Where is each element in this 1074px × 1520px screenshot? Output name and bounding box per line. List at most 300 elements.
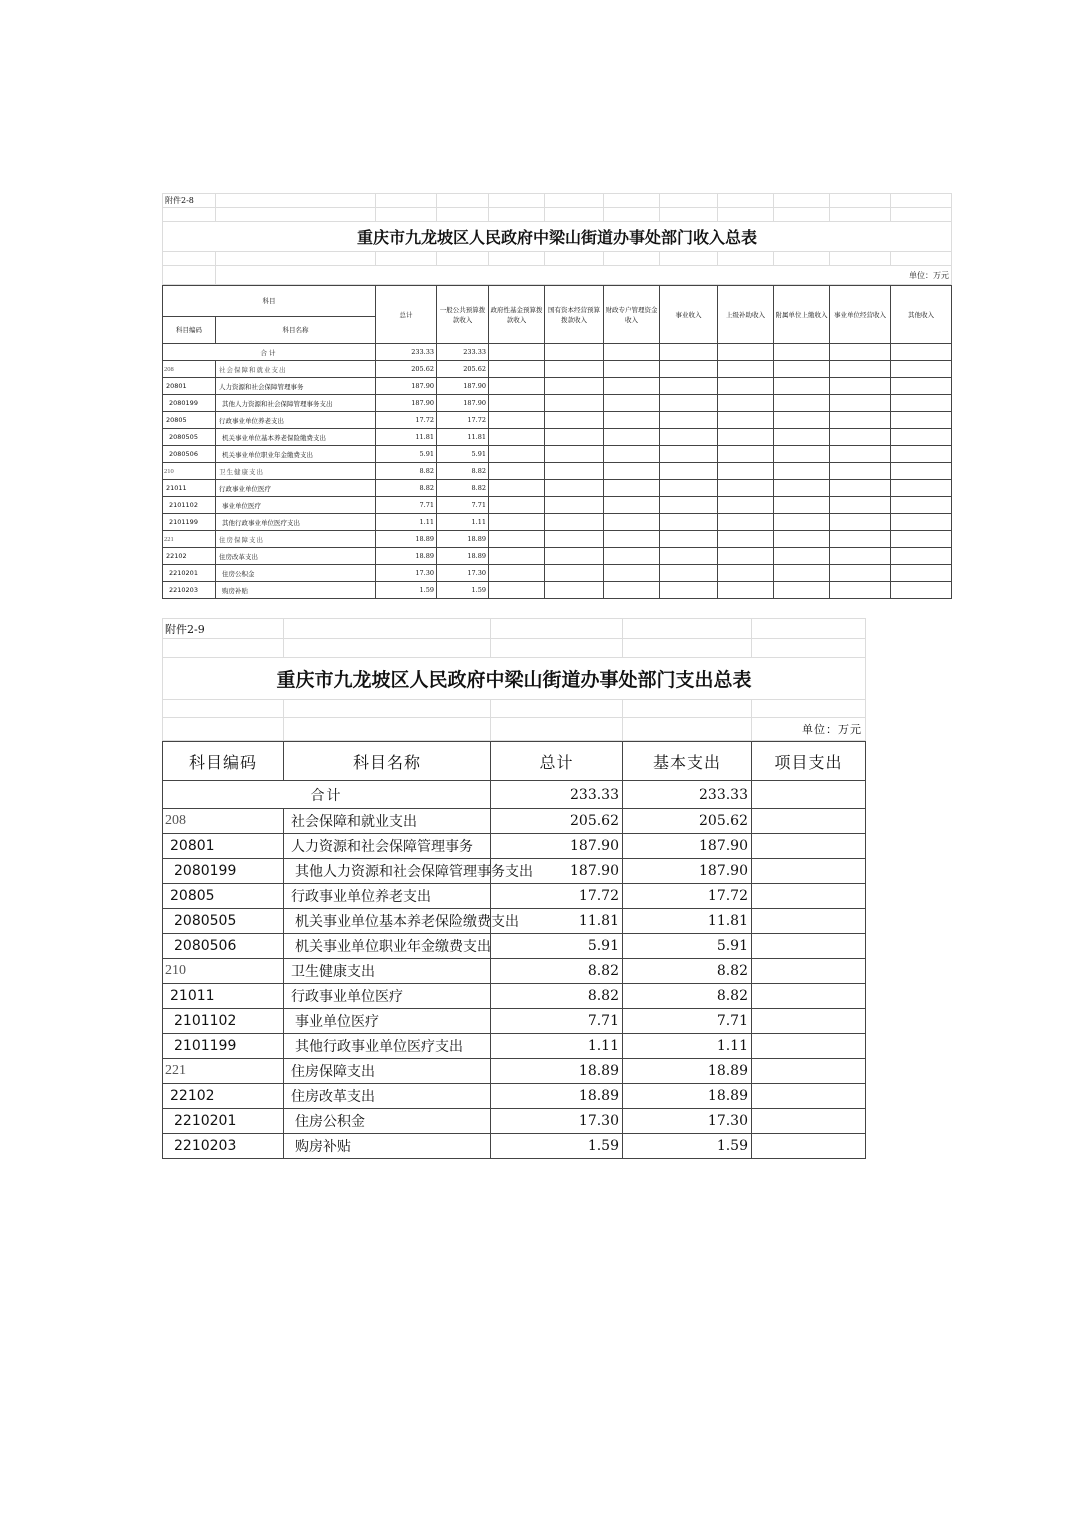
basic-cell: 233.33 [623, 781, 752, 809]
empty-cell [718, 412, 774, 429]
basic-cell: 7.71 [623, 1009, 752, 1034]
subject-code-cell: 2080506 [163, 934, 284, 959]
empty-cell [774, 497, 830, 514]
subject-code-cell: 2210203 [163, 1134, 284, 1159]
total-cell: 205.62 [376, 361, 437, 378]
subject-code-cell: 210 [163, 463, 216, 480]
empty-cell [774, 378, 830, 395]
table-row [163, 429, 952, 446]
subject-code-cell: 2101199 [163, 514, 216, 531]
empty-cell [891, 514, 952, 531]
total-cell: 17.30 [376, 565, 437, 582]
subject-name-cell: 人力资源和社会保障管理事务 [216, 378, 376, 395]
subject-name-cell: 机关事业单位基本养老保险缴费支出 [216, 429, 376, 446]
table-row [163, 395, 952, 412]
empty-cell [489, 446, 545, 463]
empty-cell [545, 429, 604, 446]
header-superior-subsidy: 上级补助收入 [718, 286, 774, 344]
empty-cell [604, 429, 660, 446]
empty-cell [545, 565, 604, 582]
project-cell [752, 1134, 866, 1159]
general-cell: 7.71 [437, 497, 489, 514]
basic-cell: 18.89 [623, 1059, 752, 1084]
table-row [163, 582, 952, 599]
unit-label: 单位：万元 [216, 266, 952, 285]
table-row [163, 1059, 866, 1084]
subject-name-cell: 购房补贴 [216, 582, 376, 599]
empty-cell [774, 480, 830, 497]
project-cell [752, 884, 866, 909]
general-cell: 17.72 [437, 412, 489, 429]
unit-label: 单位：万元 [752, 718, 866, 741]
empty-cell [545, 531, 604, 548]
table-row [163, 934, 866, 959]
header-basic: 基本支出 [623, 742, 752, 781]
total-cell: 1.59 [491, 1134, 623, 1159]
basic-cell: 205.62 [623, 809, 752, 834]
empty-cell [660, 429, 718, 446]
empty-cell [604, 514, 660, 531]
empty-cell [830, 582, 891, 599]
table-row [163, 909, 866, 934]
general-cell: 11.81 [437, 429, 489, 446]
subject-code-cell: 2080505 [163, 909, 284, 934]
subject-name-cell: 社会保障和就业支出 [284, 809, 491, 834]
empty-cell [604, 582, 660, 599]
empty-cell [489, 548, 545, 565]
basic-cell: 187.90 [623, 859, 752, 884]
subject-name-cell: 事业单位医疗 [284, 1009, 491, 1034]
empty-cell [774, 429, 830, 446]
empty-cell [604, 565, 660, 582]
total-cell: 5.91 [491, 934, 623, 959]
table-row [163, 565, 952, 582]
table-row [163, 1134, 866, 1159]
table-row [163, 361, 952, 378]
empty-cell [604, 412, 660, 429]
empty-cell [830, 565, 891, 582]
subject-name-cell: 其他行政事业单位医疗支出 [284, 1034, 491, 1059]
empty-cell [604, 548, 660, 565]
empty-cell [774, 463, 830, 480]
total-cell: 11.81 [491, 909, 623, 934]
empty-cell [774, 412, 830, 429]
header-total: 总计 [491, 742, 623, 781]
table-row [163, 497, 952, 514]
empty-cell [489, 565, 545, 582]
total-label: 合计 [163, 344, 376, 361]
empty-cell [545, 497, 604, 514]
subject-code-cell: 20805 [163, 412, 216, 429]
empty-cell [830, 446, 891, 463]
subject-name-cell: 机关事业单位职业年金缴费支出 [284, 934, 491, 959]
page-title: 重庆市九龙坡区人民政府中梁山街道办事处部门收入总表 [163, 222, 952, 252]
table-row [163, 1034, 866, 1059]
general-cell: 233.33 [437, 344, 489, 361]
empty-cell [830, 361, 891, 378]
empty-cell [891, 548, 952, 565]
project-cell [752, 934, 866, 959]
general-cell: 1.11 [437, 514, 489, 531]
subject-name-cell: 其他行政事业单位医疗支出 [216, 514, 376, 531]
subject-name-cell: 卫生健康支出 [284, 959, 491, 984]
header-gov-fund: 政府性基金预算拨款收入 [489, 286, 545, 344]
table-row [163, 378, 952, 395]
total-cell: 17.30 [491, 1109, 623, 1134]
table-row [163, 959, 866, 984]
empty-cell [774, 565, 830, 582]
empty-cell [891, 395, 952, 412]
subject-name-cell: 行政事业单位养老支出 [284, 884, 491, 909]
empty-cell [891, 378, 952, 395]
total-cell: 233.33 [491, 781, 623, 809]
empty-cell [489, 412, 545, 429]
general-cell: 18.89 [437, 548, 489, 565]
subject-name-cell: 机关事业单位基本养老保险缴费支出 [284, 909, 491, 934]
subject-name-cell: 住房保障支出 [216, 531, 376, 548]
subject-code-cell: 2080199 [163, 395, 216, 412]
general-cell: 18.89 [437, 531, 489, 548]
subject-code-cell: 208 [163, 809, 284, 834]
table-row [163, 480, 952, 497]
empty-cell [660, 548, 718, 565]
expense-table-header-area [162, 618, 866, 741]
project-cell [752, 909, 866, 934]
project-cell [752, 1059, 866, 1084]
empty-cell [660, 565, 718, 582]
table-row [163, 412, 952, 429]
subject-name-cell: 住房公积金 [216, 565, 376, 582]
total-cell: 8.82 [491, 959, 623, 984]
table-row-total [163, 781, 866, 809]
empty-cell [660, 412, 718, 429]
empty-cell [774, 531, 830, 548]
subject-code-cell: 2101199 [163, 1034, 284, 1059]
subject-name-cell: 行政事业单位医疗 [216, 480, 376, 497]
expense-data-table [162, 741, 866, 1159]
project-cell [752, 1084, 866, 1109]
empty-cell [718, 446, 774, 463]
project-cell [752, 1034, 866, 1059]
empty-cell [660, 395, 718, 412]
subject-name-cell: 人力资源和社会保障管理事务 [284, 834, 491, 859]
table-row [163, 859, 866, 884]
header-other: 其他收入 [891, 286, 952, 344]
page-title: 重庆市九龙坡区人民政府中梁山街道办事处部门支出总表 [163, 658, 866, 700]
income-data-table [162, 285, 952, 599]
empty-cell [774, 395, 830, 412]
empty-cell [489, 429, 545, 446]
table-row [163, 1009, 866, 1034]
total-cell: 17.72 [491, 884, 623, 909]
empty-cell [545, 395, 604, 412]
empty-cell [830, 497, 891, 514]
table-row [163, 1109, 866, 1134]
general-cell: 8.82 [437, 463, 489, 480]
table-row [163, 446, 952, 463]
total-label: 合计 [163, 781, 491, 809]
basic-cell: 17.72 [623, 884, 752, 909]
table-row [163, 834, 866, 859]
empty-cell [660, 582, 718, 599]
total-cell: 187.90 [376, 395, 437, 412]
general-cell: 1.59 [437, 582, 489, 599]
subject-name-cell: 行政事业单位医疗 [284, 984, 491, 1009]
project-cell [752, 1009, 866, 1034]
table-row [163, 463, 952, 480]
subject-code-cell: 2210203 [163, 582, 216, 599]
income-summary-table [162, 193, 951, 599]
subject-code-cell: 221 [163, 531, 216, 548]
header-code: 科目编码 [163, 317, 216, 344]
basic-cell: 8.82 [623, 959, 752, 984]
empty-cell [830, 429, 891, 446]
empty-cell [718, 480, 774, 497]
income-table-header-area [162, 193, 952, 285]
header-total: 总计 [376, 286, 437, 344]
total-cell: 8.82 [376, 480, 437, 497]
expense-summary-table [162, 618, 865, 1159]
empty-cell [830, 531, 891, 548]
basic-cell: 187.90 [623, 834, 752, 859]
total-cell: 11.81 [376, 429, 437, 446]
project-cell [752, 1109, 866, 1134]
total-cell: 5.91 [376, 446, 437, 463]
empty-cell [891, 582, 952, 599]
general-cell: 187.90 [437, 395, 489, 412]
header-business: 事业收入 [660, 286, 718, 344]
table-row [163, 548, 952, 565]
subject-code-cell: 22102 [163, 1084, 284, 1109]
empty-cell [891, 531, 952, 548]
table-row [163, 809, 866, 834]
empty-cell [718, 548, 774, 565]
empty-cell [891, 361, 952, 378]
total-cell: 1.11 [491, 1034, 623, 1059]
subject-name-cell: 其他人力资源和社会保障管理事务支出 [216, 395, 376, 412]
project-cell [752, 859, 866, 884]
header-state-capital: 国有资本经营预算拨款收入 [545, 286, 604, 344]
empty-cell [774, 514, 830, 531]
empty-cell [604, 463, 660, 480]
empty-cell [718, 497, 774, 514]
general-cell: 17.30 [437, 565, 489, 582]
empty-cell [604, 395, 660, 412]
total-cell: 233.33 [376, 344, 437, 361]
empty-cell [604, 378, 660, 395]
header-name: 科目名称 [284, 742, 491, 781]
table-row-total [163, 344, 952, 361]
empty-cell [604, 361, 660, 378]
subject-code-cell: 210 [163, 959, 284, 984]
header-general-public: 一般公共预算拨款收入 [437, 286, 489, 344]
subject-name-cell: 社会保障和就业支出 [216, 361, 376, 378]
empty-cell [489, 378, 545, 395]
empty-cell [891, 463, 952, 480]
empty-cell [774, 446, 830, 463]
empty-cell [489, 480, 545, 497]
header-project: 项目支出 [752, 742, 866, 781]
subject-code-cell: 2080506 [163, 446, 216, 463]
empty-cell [830, 548, 891, 565]
empty-cell [891, 446, 952, 463]
subject-code-cell: 2080199 [163, 859, 284, 884]
empty-cell [830, 412, 891, 429]
total-cell: 187.90 [376, 378, 437, 395]
empty-cell [489, 514, 545, 531]
subject-code-cell: 20801 [163, 834, 284, 859]
empty-cell [489, 531, 545, 548]
total-cell: 187.90 [491, 859, 623, 884]
empty-cell [545, 446, 604, 463]
table-row [163, 1084, 866, 1109]
subject-name-cell: 住房改革支出 [284, 1084, 491, 1109]
total-cell: 7.71 [376, 497, 437, 514]
empty-cell [489, 497, 545, 514]
basic-cell: 5.91 [623, 934, 752, 959]
empty-cell [774, 548, 830, 565]
total-cell: 205.62 [491, 809, 623, 834]
total-cell: 17.72 [376, 412, 437, 429]
subject-code-cell: 2101102 [163, 497, 216, 514]
subject-code-cell: 2210201 [163, 565, 216, 582]
subject-name-cell: 其他人力资源和社会保障管理事务支出 [284, 859, 491, 884]
table-row [163, 531, 952, 548]
general-cell: 205.62 [437, 361, 489, 378]
empty-cell [718, 463, 774, 480]
total-cell: 18.89 [491, 1084, 623, 1109]
empty-cell [604, 480, 660, 497]
subject-code-cell: 22102 [163, 548, 216, 565]
empty-cell [830, 514, 891, 531]
basic-cell: 1.11 [623, 1034, 752, 1059]
empty-cell [660, 361, 718, 378]
empty-cell [489, 463, 545, 480]
subject-code-cell: 20801 [163, 378, 216, 395]
basic-cell: 11.81 [623, 909, 752, 934]
empty-cell [718, 565, 774, 582]
header-name: 科目名称 [216, 317, 376, 344]
total-cell: 8.82 [491, 984, 623, 1009]
subject-name-cell: 卫生健康支出 [216, 463, 376, 480]
empty-cell [830, 480, 891, 497]
empty-cell [774, 361, 830, 378]
header-code: 科目编码 [163, 742, 284, 781]
subject-code-cell: 2101102 [163, 1009, 284, 1034]
empty-cell [545, 480, 604, 497]
subject-code-cell: 221 [163, 1059, 284, 1084]
table-row [163, 514, 952, 531]
subject-name-cell: 机关事业单位职业年金缴费支出 [216, 446, 376, 463]
empty-cell [891, 480, 952, 497]
header-affiliated: 附属单位上缴收入 [774, 286, 830, 344]
header-fiscal-special: 财政专户管理资金收入 [604, 286, 660, 344]
empty-cell [891, 497, 952, 514]
project-cell [752, 959, 866, 984]
empty-cell [660, 446, 718, 463]
subject-code-cell: 208 [163, 361, 216, 378]
subject-code-cell: 20805 [163, 884, 284, 909]
empty-cell [830, 378, 891, 395]
empty-cell [660, 480, 718, 497]
empty-cell [660, 514, 718, 531]
general-cell: 187.90 [437, 378, 489, 395]
empty-cell [545, 378, 604, 395]
empty-cell [660, 378, 718, 395]
empty-cell [545, 514, 604, 531]
empty-cell [660, 531, 718, 548]
total-cell: 18.89 [376, 531, 437, 548]
empty-cell [660, 497, 718, 514]
annex-label: 附件2-8 [163, 194, 216, 208]
basic-cell: 8.82 [623, 984, 752, 1009]
empty-cell [489, 395, 545, 412]
empty-cell [489, 582, 545, 599]
empty-cell [830, 395, 891, 412]
subject-code-cell: 2210201 [163, 1109, 284, 1134]
empty-cell [545, 548, 604, 565]
empty-cell [891, 429, 952, 446]
empty-cell [718, 514, 774, 531]
subject-name-cell: 住房改革支出 [216, 548, 376, 565]
basic-cell: 18.89 [623, 1084, 752, 1109]
empty-cell [545, 582, 604, 599]
subject-name-cell: 住房保障支出 [284, 1059, 491, 1084]
table-row [163, 984, 866, 1009]
subject-name-cell: 购房补贴 [284, 1134, 491, 1159]
total-cell: 1.59 [376, 582, 437, 599]
project-cell [752, 984, 866, 1009]
project-cell [752, 834, 866, 859]
empty-cell [604, 446, 660, 463]
total-cell: 187.90 [491, 834, 623, 859]
project-cell [752, 809, 866, 834]
basic-cell: 17.30 [623, 1109, 752, 1134]
empty-cell [489, 361, 545, 378]
empty-cell [830, 463, 891, 480]
general-cell: 5.91 [437, 446, 489, 463]
total-cell: 1.11 [376, 514, 437, 531]
empty-cell [891, 565, 952, 582]
annex-label: 附件2-9 [163, 619, 284, 639]
subject-code-cell: 21011 [163, 480, 216, 497]
empty-cell [718, 531, 774, 548]
empty-cell [604, 497, 660, 514]
total-cell: 7.71 [491, 1009, 623, 1034]
subject-name-cell: 住房公积金 [284, 1109, 491, 1134]
empty-cell [545, 361, 604, 378]
general-cell: 8.82 [437, 480, 489, 497]
empty-cell [718, 361, 774, 378]
total-cell: 18.89 [491, 1059, 623, 1084]
empty-cell [774, 582, 830, 599]
table-row [163, 884, 866, 909]
header-subject: 科目 [163, 286, 376, 317]
subject-name-cell: 行政事业单位养老支出 [216, 412, 376, 429]
subject-name-cell: 事业单位医疗 [216, 497, 376, 514]
empty-cell [545, 412, 604, 429]
total-cell: 18.89 [376, 548, 437, 565]
subject-code-cell: 21011 [163, 984, 284, 1009]
empty-cell [545, 463, 604, 480]
basic-cell: 1.59 [623, 1134, 752, 1159]
empty-cell [660, 463, 718, 480]
empty-cell [604, 531, 660, 548]
empty-cell [718, 429, 774, 446]
subject-code-cell: 2080505 [163, 429, 216, 446]
empty-cell [718, 395, 774, 412]
empty-cell [891, 412, 952, 429]
